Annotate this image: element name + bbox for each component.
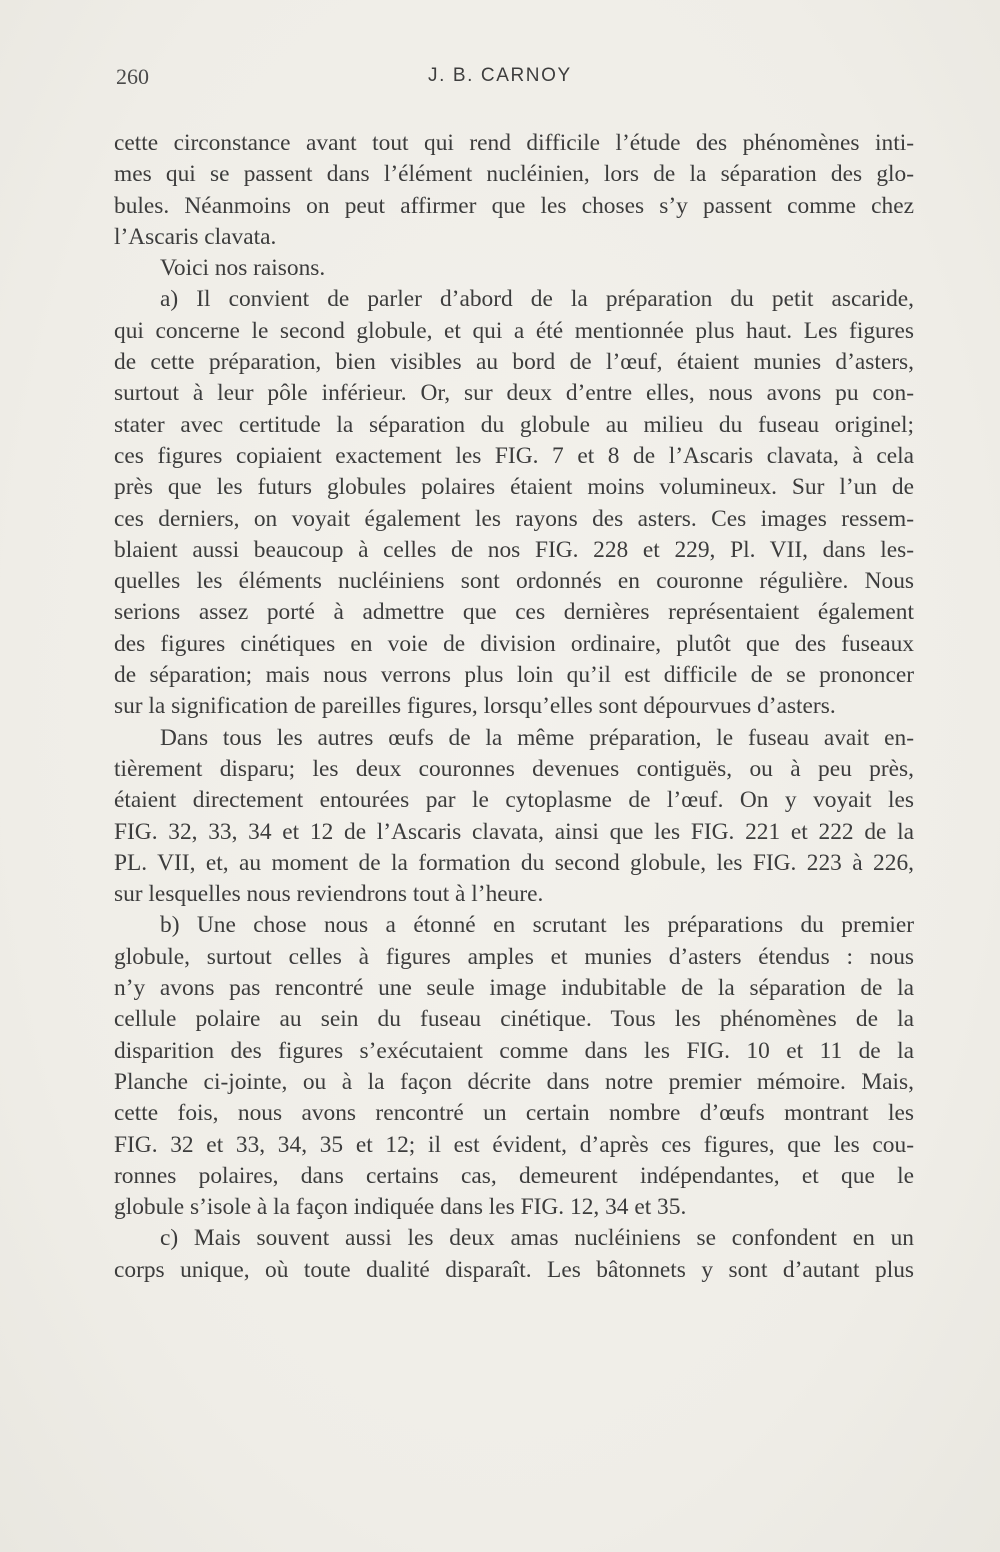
text-line: serions assez porté à admettre que ces dernières représentaient également	[114, 599, 914, 626]
text-line: Dans tous les autres œufs de la même préparation, le fuseau avait en-	[160, 724, 914, 751]
text-line: tièrement disparu; les deux couronnes devenues contiguës, ou à peu près,	[114, 755, 914, 782]
page-number: 260	[116, 64, 149, 89]
text-line: ronnes polaires, dans certains cas, demeurent indépendantes, et que le	[114, 1162, 914, 1189]
text-line: Voici nos raisons.	[160, 255, 326, 282]
text-line: b) Une chose nous a étonné en scrutant les préparations du premier	[160, 912, 914, 939]
text-line: globule, surtout celles à figures amples et munies d’asters étendus : nous	[114, 943, 914, 970]
text-line: blaient aussi beaucoup à celles de nos FIG. 228 et 229, Pl. VII, dans les-	[114, 536, 914, 563]
text-line: quelles les éléments nucléiniens sont ordonnés en couronne régulière. Nous	[114, 568, 914, 595]
text-line: globule s’isole à la façon indiquée dans les FIG. 12, 34 et 35.	[114, 1194, 687, 1221]
text-line: l’Ascaris clavata.	[114, 223, 277, 250]
text-line: qui concerne le second globule, et qui a été mentionnée plus haut. Les figures	[114, 317, 914, 344]
text-line: près que les futurs globules polaires étaient moins volumineux. Sur l’un de	[114, 474, 914, 501]
text-line: a) Il convient de parler d’abord de la préparation du petit ascaride,	[160, 286, 914, 313]
body-text	[114, 128, 914, 1286]
running-title: J. B. CARNOY	[428, 65, 572, 86]
text-line: ces figures copiaient exactement les FIG. 7 et 8 de l’Ascaris clavata, à cela	[114, 442, 914, 469]
text-line: FIG. 32 et 33, 34, 35 et 12; il est évident, d’après ces figures, que les cou-	[114, 1131, 914, 1158]
text-line: cellule polaire au sein du fuseau cinétique. Tous les phénomènes de la	[114, 1006, 914, 1033]
text-line: disparition des figures s’exécutaient comme dans les FIG. 10 et 11 de la	[114, 1037, 914, 1064]
page-header	[116, 64, 916, 94]
text-line: c) Mais souvent aussi les deux amas nucléiniens se confondent en un	[160, 1225, 914, 1252]
text-line: sur lesquelles nous reviendrons tout à l’heure.	[114, 881, 544, 908]
text-line: cette circonstance avant tout qui rend difficile l’étude des phénomènes inti-	[114, 130, 914, 156]
text-line: cette fois, nous avons rencontré un certain nombre d’œufs montrant les	[114, 1100, 914, 1127]
text-line: étaient directement entourées par le cytoplasme de l’œuf. On y voyait les	[114, 787, 914, 814]
text-line: de séparation; mais nous verrons plus loin qu’il est difficile de se prononcer	[114, 662, 914, 689]
text-line: Planche ci-jointe, ou à la façon décrite dans notre premier mémoire. Mais,	[114, 1068, 914, 1095]
text-line: n’y avons pas rencontré une seule image indubitable de la séparation de la	[114, 975, 914, 1002]
text-line: ces derniers, on voyait également les rayons des asters. Ces images ressem-	[114, 505, 914, 532]
text-line: FIG. 32, 33, 34 et 12 de l’Ascaris clavata, ainsi que les FIG. 221 et 222 de la	[114, 818, 914, 845]
text-line: surtout à leur pôle inférieur. Or, sur deux d’entre elles, nous avons pu con-	[114, 380, 914, 407]
text-line: stater avec certitude la séparation du globule au milieu du fuseau originel;	[114, 411, 914, 438]
text-line: bules. Néanmoins on peut affirmer que les choses s’y passent comme chez	[114, 192, 914, 219]
text-line: PL. VII, et, au moment de la formation du second globule, les FIG. 223 à 226,	[114, 849, 914, 876]
text-line: corps unique, où toute dualité disparaît. Les bâtonnets y sont d’autant plus	[114, 1256, 914, 1283]
text-line: sur la signification de pareilles figures, lorsqu’elles sont dépourvues d’asters.	[114, 693, 836, 720]
text-line: des figures cinétiques en voie de division ordinaire, plutôt que des fuseaux	[114, 630, 914, 657]
text-line: de cette préparation, bien visibles au bord de l’œuf, étaient munies d’asters,	[114, 349, 914, 376]
text-line: mes qui se passent dans l’élément nucléinien, lors de la séparation des glo-	[114, 161, 914, 188]
